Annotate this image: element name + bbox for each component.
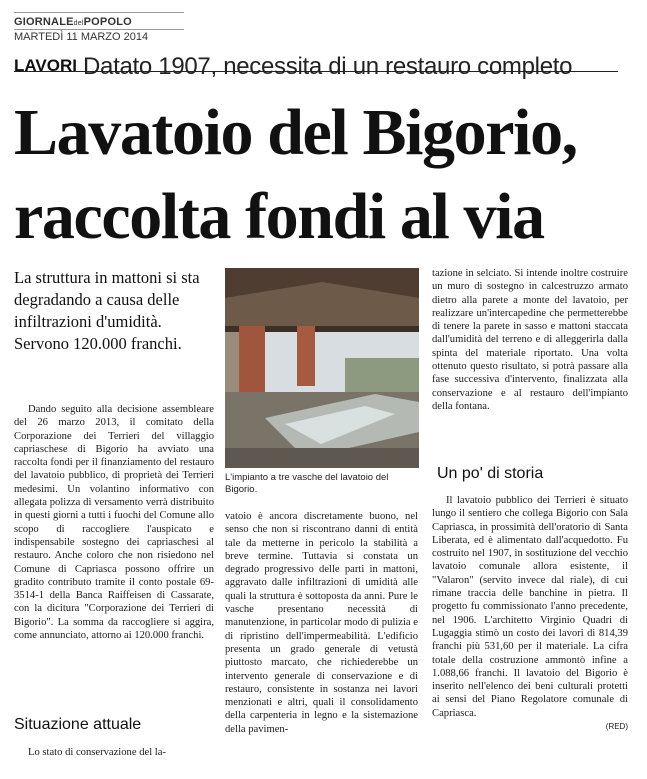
newspaper-masthead <box>14 16 132 28</box>
headline-line-2: raccolta fondi al via <box>14 180 544 253</box>
headline-line-1: Lavatoio del Bigorio, <box>14 96 577 169</box>
article-lead: La struttura in mattoni si sta degradando a causa delle infiltrazioni d'umidità. Servono 120.000 franchi. <box>14 268 200 353</box>
body-column-1 <box>14 403 214 642</box>
body-paragraph: vatoio è ancora discretamente buono, nel senso che non si riscontrano danni di entità tale da metterne in pericolo la stabilità a breve termine. Tuttavia si constata un degrado progressivo delle parti in mattoni, aggravato dalle infiltrazioni di umidità alle quali la struttura è sottoposta da anni. Pure le vasche presentano necessità di manutenzione, in particolar modo di pulizia e di ripristino dell'impermeabilità. L'edificio presenta un grado generale di vetustà piuttosto marcato, che richiederebbe un intervento generale di conservazione e di restauro, consistente in sostanza nei lavori menzionati e altri, quali il consolidamento della carpenteria in legno e la sistemazione della pavimen- <box>225 511 418 735</box>
masthead-name-a: GIORNALE <box>14 16 74 28</box>
body-column-2 <box>225 510 418 736</box>
article-subheadline: Datato 1907, necessita di un restauro completo <box>83 53 573 80</box>
body-paragraph: Il lavatoio pubblico dei Terrieri è situato lungo il sentiero che collega Bigorio con Sala Capriasca, in prossimità dell'oratorio di Santa Liberata, ed è alimentato dall'acquedotto. Fu costruito nel 1907, in sostituzione del vecchio lavatoio comunale allora esistente, il "Valaron" (servito invece dal riale), di cui rimane traccia delle banchine in pietra. Il progetto fu commissionato l'anno precedente, nel 1906. L'architetto Virginio Quadri di Lugaggia stimò un costo dei lavori di 814,39 franchi più 531,60 per il materiale. La cifra totale della costruzione ammontò infine a 1.088,66 franchi. Il lavatoio del Bigorio è inserito nell'elenco dei beni culturali protetti ai sensi del Piano Regolatore comunale di Capriasca. <box>432 495 628 719</box>
lavatoio-photo <box>225 268 419 468</box>
body-column-3-history <box>432 494 628 733</box>
kicker-rule <box>14 71 618 72</box>
body-column-1-end <box>14 746 214 759</box>
masthead-name-b: del <box>73 20 84 27</box>
section-title-situazione: Situazione attuale <box>14 716 142 733</box>
body-paragraph: Dando seguito alla decisione assembleare del 26 marzo 2013, il comitato della Corporazione dei Terrieri del villaggio capriaschese di Bigorio ha avviato una raccolta fondi per il finanziamento del restauro del lavatoio pubblico, di proprietà dei Terrieri medesimi. Un volantino informativo con allegata polizza di versamento verrà distribuito in questi giorni a tutti i fuochi del Comune allo scopo di raccogliere l'auspicato e indispensabile sostegno dei capriaschesi al restauro. Anche coloro che non risiedono nel Comune di Capriasca possono offrire un gradito contributo tramite il conto postale 69-3514-1 della Banca Raiffeisen di Cassarate, con la dicitura "Corporazione dei Terrieri di Bigorio". La somma da raccogliere si aggira, come annunciato, attorno ai 120.000 franchi. <box>14 404 214 642</box>
body-column-3 <box>432 267 628 413</box>
section-title-storia: Un po' di storia <box>437 465 544 482</box>
masthead-rule-2 <box>14 29 184 30</box>
masthead-rule <box>14 12 184 13</box>
issue-date: MARTEDÌ 11 MARZO 2014 <box>14 31 149 43</box>
body-paragraph: tazione in selciato. Si intende inoltre costruire un muro di sostegno in calcestruzzo armato dietro alla parete a monte del lavatoio, per realizzare un'intercapedine che permetterebbe di tenere la parete in sasso e mattoni staccata dall'umidità del terreno e di alleggerirla dalla spinta del materiale riportato. Una volta ottenuto questo risultato, si potrà passare alla fase successiva d'intervento, finalizzata alla conservazione e al restauro dell'impianto della fontana. <box>432 268 628 412</box>
masthead-name-c: POPOLO <box>83 16 132 28</box>
body-paragraph: Lo stato di conservazione del la- <box>28 747 166 758</box>
section-kicker: LAVORI <box>14 56 77 75</box>
photo-caption: L'impianto a tre vasche del lavatoio del Bigorio. <box>225 472 389 495</box>
photo-illustration <box>225 268 419 468</box>
signoff: (RED) <box>605 722 628 732</box>
